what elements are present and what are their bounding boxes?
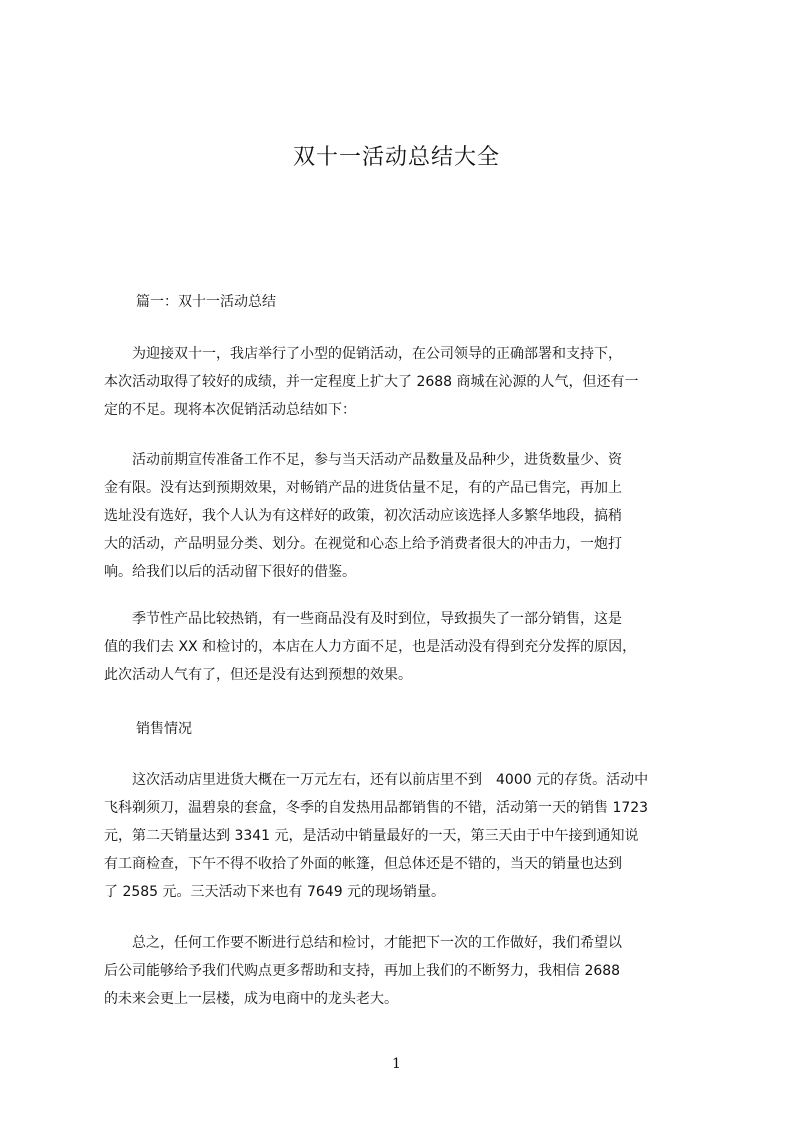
intro-paragraph bbox=[104, 340, 700, 424]
sales-paragraph bbox=[104, 766, 700, 906]
seasonal-paragraph bbox=[104, 605, 700, 689]
paragraph-line: 选址没有选好，我个人认为有这样好的政策，初次活动应该选择人多繁华地段，搞稍 bbox=[104, 508, 622, 524]
paragraph-line: 总之，任何工作要不断进行总结和检讨，才能把下一次的工作做好，我们希望以 bbox=[104, 935, 622, 951]
sales-heading: 销售情况 bbox=[136, 721, 192, 737]
paragraph-line: 元，第二天销量达到 3341 元，是活动中销量最好的一天，第三天由于中午接到通知说 bbox=[104, 828, 639, 844]
preparation-paragraph bbox=[104, 446, 700, 586]
conclusion-paragraph bbox=[104, 929, 700, 1013]
section-heading: 篇一：双十一活动总结 bbox=[136, 294, 276, 310]
paragraph-line: 季节性产品比较热销，有一些商品没有及时到位，导致损失了一部分销售，这是 bbox=[104, 611, 622, 627]
paragraph-line: 本次活动取得了较好的成绩，并一定程度上扩大了 2688 商城在沁源的人气，但还有一 bbox=[104, 374, 639, 390]
paragraph-line: 此次活动人气有了，但还是没有达到预想的效果。 bbox=[104, 667, 412, 683]
paragraph-line: 后公司能够给予我们代购点更多帮助和支持，再加上我们的不断努力，我相信 2688 bbox=[104, 963, 621, 979]
paragraph-line: 值的我们去 XX 和检讨的，本店在人力方面不足，也是活动没有得到充分发挥的原因， bbox=[104, 639, 637, 655]
document-title: 双十一活动总结大全 bbox=[292, 145, 500, 170]
paragraph-line: 定的不足。现将本次促销活动总结如下： bbox=[104, 402, 356, 418]
paragraph-line: 为迎接双十一，我店举行了小型的促销活动，在公司领导的正确部署和支持下， bbox=[104, 346, 622, 362]
paragraph-line: 活动前期宣传准备工作不足，参与当天活动产品数量及品种少，进货数量少、资 bbox=[104, 452, 622, 468]
paragraph-line: 金有限。没有达到预期效果，对畅销产品的进货估量不足，有的产品已售完，再加上 bbox=[104, 480, 622, 496]
page-number: 1 bbox=[392, 1056, 401, 1072]
paragraph-line: 这次活动店里进货大概在一万元左右，还有以前店里不到 4000 元的存货。活动中 bbox=[104, 772, 649, 788]
paragraph-line: 飞科剃须刀，温碧泉的套盒，冬季的自发热用品都销售的不错，活动第一天的销售 1723 bbox=[104, 800, 649, 816]
paragraph-line: 有工商检查，下午不得不收拾了外面的帐篷，但总体还是不错的，当天的销量也达到 bbox=[104, 856, 622, 872]
paragraph-line: 大的活动，产品明显分类、划分。在视觉和心态上给予消费者很大的冲击力，一炮打 bbox=[104, 536, 622, 552]
paragraph-line: 了 2585 元。三天活动下来也有 7649 元的现场销量。 bbox=[104, 884, 446, 900]
paragraph-line: 响。给我们以后的活动留下很好的借鉴。 bbox=[104, 564, 356, 580]
paragraph-line: 的未来会更上一层楼，成为电商中的龙头老大。 bbox=[104, 991, 398, 1007]
